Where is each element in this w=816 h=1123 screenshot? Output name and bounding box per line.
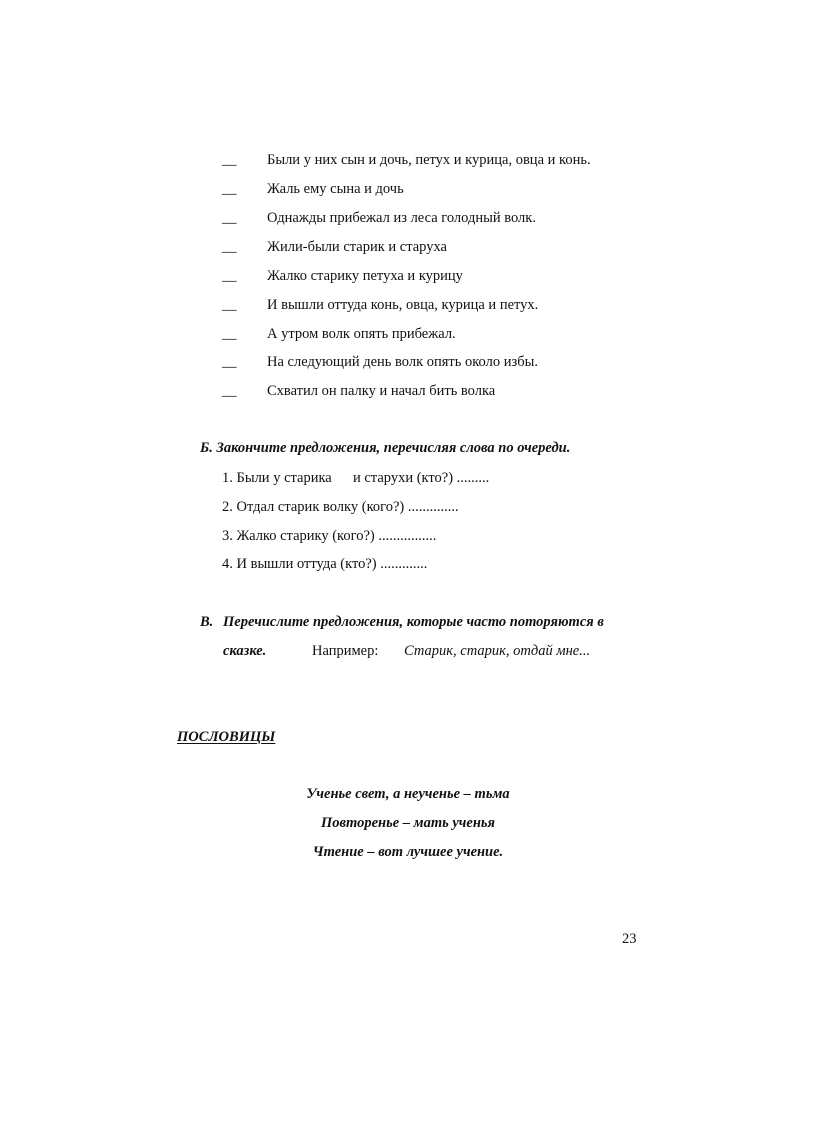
order-item	[0, 326, 816, 348]
task-b-item-part1: 4. И вышли оттуда (кто?) .............	[222, 556, 428, 572]
example-text: Старик, старик, отдай мне...	[404, 643, 591, 659]
task-b-item-part2: и старухи (кто?) .........	[352, 470, 490, 486]
order-blank[interactable]: __	[222, 383, 237, 399]
order-sentence: Однажды прибежал из леса голодный волк.	[267, 210, 536, 226]
order-blank[interactable]: __	[222, 152, 237, 168]
task-v-line2: сказке.	[223, 643, 267, 659]
order-item	[0, 297, 816, 319]
order-blank[interactable]: __	[222, 354, 237, 370]
order-item	[0, 181, 816, 203]
task-b-item	[222, 528, 436, 545]
task-b-item	[222, 499, 459, 516]
order-blank[interactable]: __	[222, 181, 237, 197]
task-v-line1: Перечислите предложения, которые часто поторяются в	[223, 614, 604, 630]
order-sentence: Жалко старику петуха и курицу	[267, 268, 463, 284]
order-item	[0, 383, 816, 405]
order-blank[interactable]: __	[222, 239, 237, 255]
order-sentence: Схватил он палку и начал бить волка	[267, 383, 496, 399]
order-item	[0, 268, 816, 290]
proverb-line: Повторенье – мать ученья	[321, 815, 495, 831]
order-sentence: И вышли оттуда конь, овца, курица и петух.	[267, 297, 539, 313]
order-blank[interactable]: __	[222, 210, 237, 226]
order-item	[0, 239, 816, 261]
order-blank[interactable]: __	[222, 297, 237, 313]
order-item	[0, 354, 816, 376]
task-b-item-part1: 2. Отдал старик волку (кого?) ..............	[222, 499, 459, 515]
task-b-heading: Б. Закончите предложения, перечисляя слова по очереди.	[200, 440, 571, 456]
order-blank[interactable]: __	[222, 326, 237, 342]
task-v-letter: В.	[200, 614, 214, 630]
page-number: 23	[622, 931, 637, 947]
order-sentence: На следующий день волк опять около избы.	[267, 354, 538, 370]
task-b-item-part1: 1. Были у старика	[222, 470, 332, 486]
task-b-item	[222, 470, 489, 487]
order-sentence: Были у них сын и дочь, петух и курица, овца и конь.	[267, 152, 591, 168]
example-label: Например:	[312, 643, 379, 659]
task-b-item	[222, 556, 427, 573]
proverb-line: Ученье свет, а неученье – тьма	[306, 786, 510, 802]
order-blank[interactable]: __	[222, 268, 237, 284]
order-item	[0, 210, 816, 232]
proverb-line: Чтение – вот лучшее учение.	[312, 844, 504, 860]
order-sentence: Жаль ему сына и дочь	[267, 181, 404, 197]
order-sentence: Жили-были старик и старуха	[267, 239, 447, 255]
task-b-item-part1: 3. Жалко старику (кого?) ................	[222, 528, 437, 544]
order-item	[0, 152, 816, 174]
proverbs-heading: ПОСЛОВИЦЫ	[177, 729, 276, 745]
order-sentence: А утром волк опять прибежал.	[267, 326, 456, 342]
